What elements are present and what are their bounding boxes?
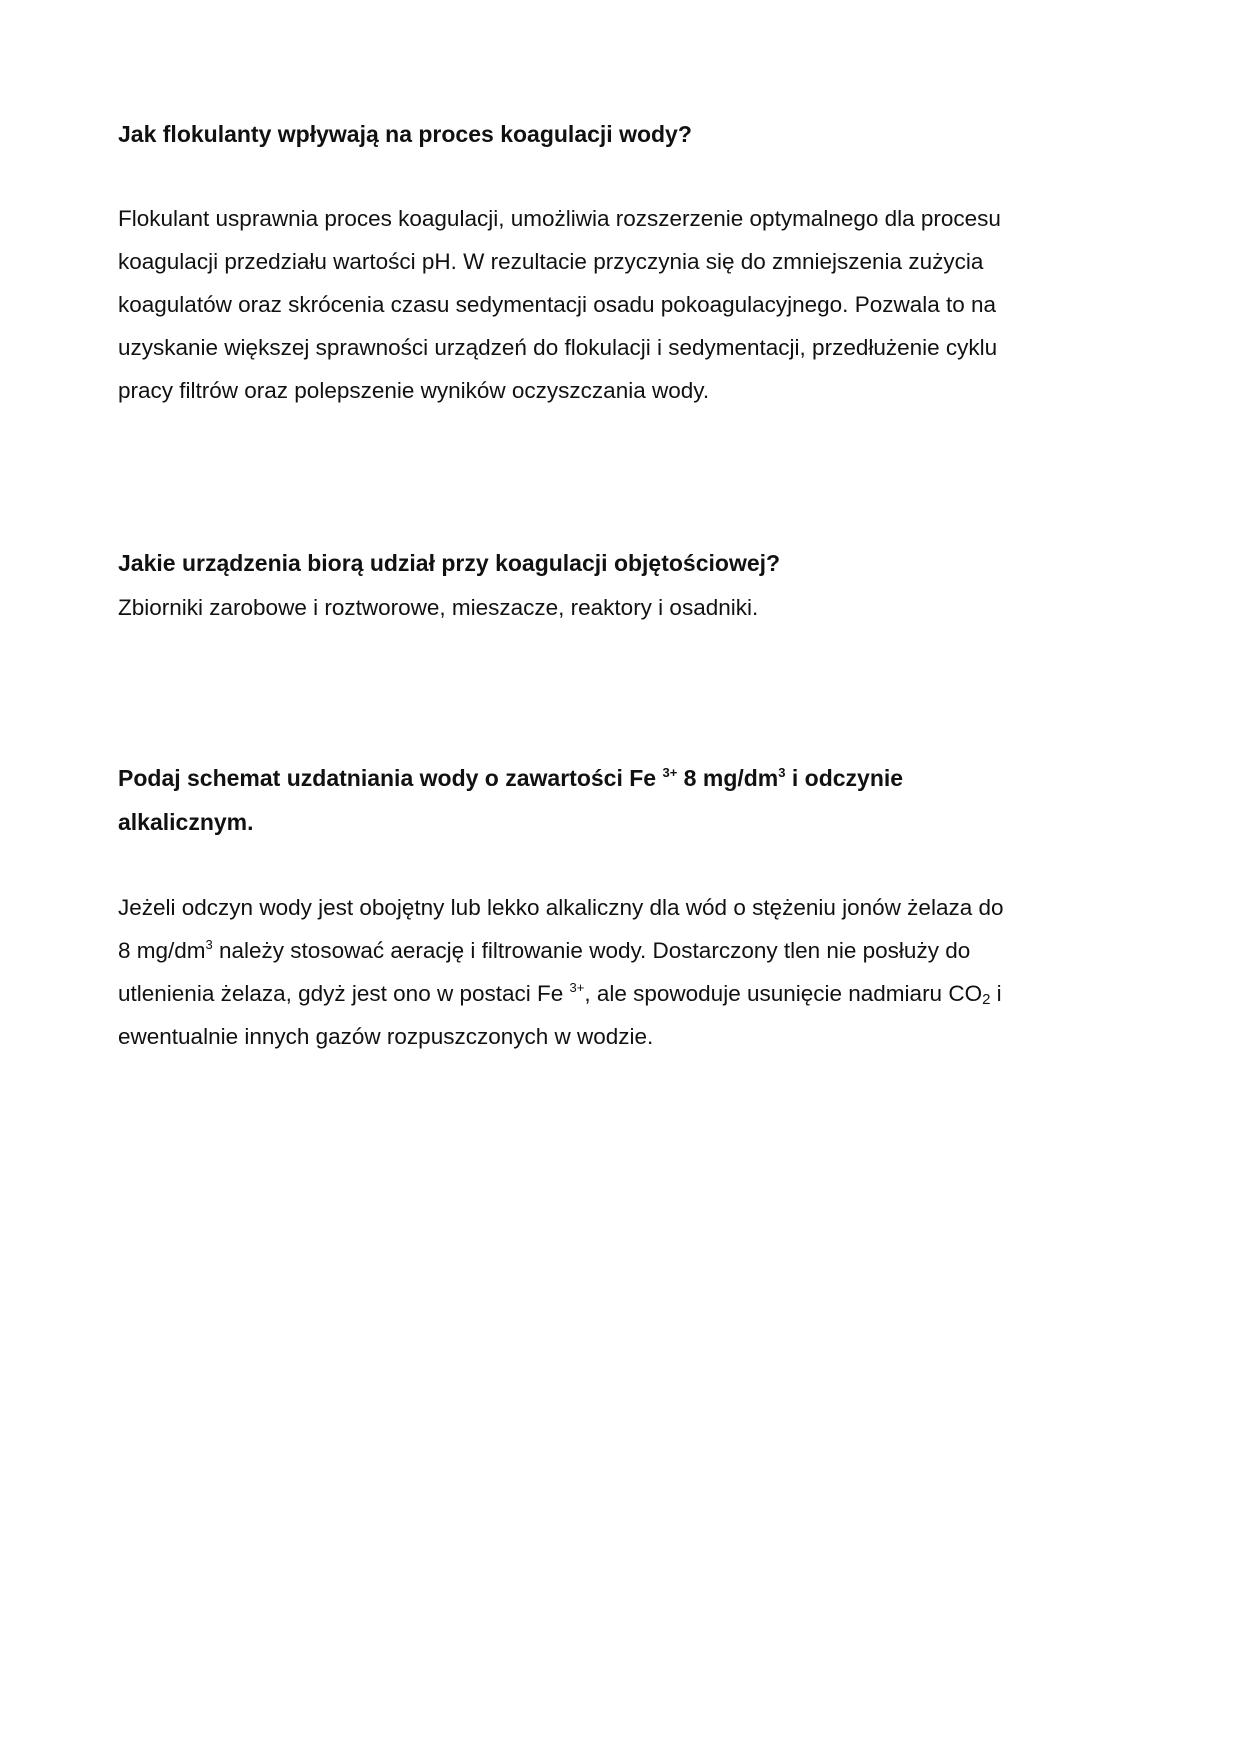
answer-3-line-3-text-1: utlenienia żelaza, gdyż jest ono w postaci Fe [118, 981, 570, 1006]
answer-2-line-1: Zbiorniki zarobowe i roztworowe, mieszacze, reaktory i osadniki. [118, 595, 759, 620]
question-3-heading-line-1 [118, 756, 1118, 800]
answer-3-line-3-text-3: i [990, 981, 1002, 1006]
answer-1-line-3: koagulatów oraz skrócenia czasu sedymentacji osadu pokoagulacyjnego. Pozwala to na [118, 292, 997, 317]
question-3-heading-text-2: 8 mg/dm [677, 765, 779, 791]
question-3-answer [118, 886, 1118, 1058]
answer-1-line-1: Flokulant usprawnia proces koagulacji, umożliwia rozszerzenie optymalnego dla procesu [118, 206, 1001, 231]
question-1-heading: Jak flokulanty wpływają na proces koagulacji wody? [118, 121, 692, 147]
answer-3-line-2-text-2: należy stosować aerację i filtrowanie wody. Dostarczony tlen nie posłuży do [212, 938, 971, 963]
question-3-heading [118, 756, 1118, 844]
question-3-heading-text-3: i odczynie [785, 765, 904, 791]
answer-3-line-4: ewentualnie innych gazów rozpuszczonych w wodzie. [118, 1024, 654, 1049]
answer-1-line-5: pracy filtrów oraz polepszenie wyników oczyszczania wody. [118, 378, 710, 403]
answer-1-line-2: koagulacji przedziału wartości pH. W rezultacie przyczynia się do zmniejszenia zużycia [118, 249, 984, 274]
question-2-heading: Jakie urządzenia biorą udział przy koagulacji objętościowej? [118, 550, 781, 576]
answer-3-line-2-text-1: 8 mg/dm [118, 938, 206, 963]
question-3-heading-line-2: alkalicznym. [118, 809, 254, 835]
fe-charge-superscript: 3+ [569, 980, 585, 995]
answer-3-line-1: Jeżeli odczyn wody jest obojętny lub lekko alkaliczny dla wód o stężeniu jonów żelaza do [118, 895, 1004, 920]
answer-3-line-3 [118, 972, 1118, 1015]
answer-1-line-4: uzyskanie większej sprawności urządzeń do flokulacji i sedymentacji, przedłużenie cyklu [118, 335, 998, 360]
question-2-answer [118, 586, 1118, 629]
question-3-heading-text-1: Podaj schemat uzdatniania wody o zawartości Fe [118, 765, 663, 791]
co2-subscript: 2 [982, 991, 991, 1008]
cubic-superscript: 3 [205, 937, 213, 952]
question-1-answer [118, 197, 1118, 412]
cubic-superscript: 3 [778, 765, 786, 780]
answer-3-line-3-text-2: , ale spowoduje usunięcie nadmiaru CO [584, 981, 983, 1006]
fe-charge-superscript: 3+ [662, 765, 678, 780]
answer-3-line-2 [118, 929, 1118, 972]
